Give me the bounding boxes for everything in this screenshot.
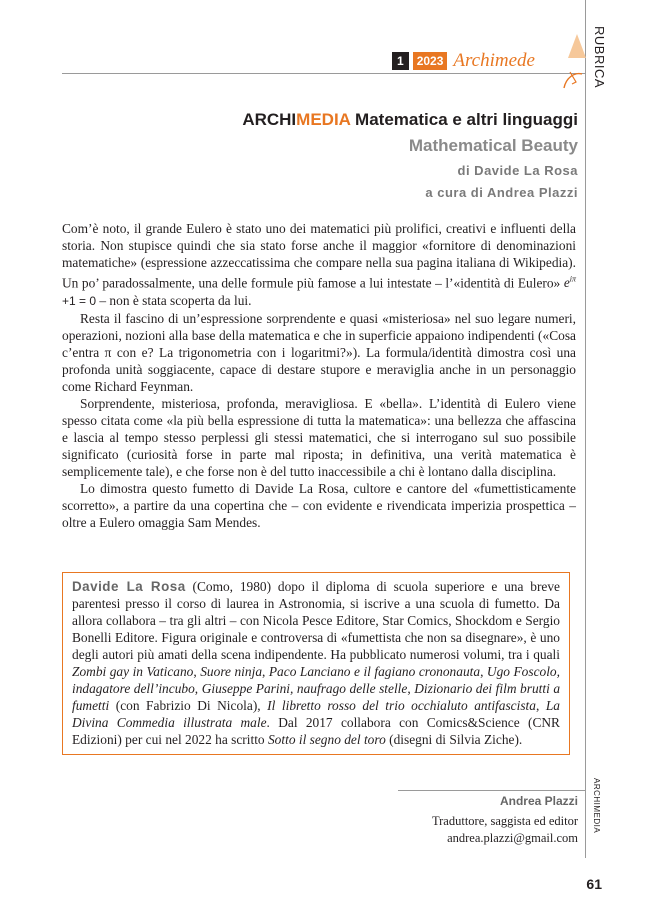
bio-work: Sotto il segno del toro (267, 732, 386, 747)
bio-work: Giuseppe Parini, naufrago delle stelle (201, 681, 408, 696)
author-byline: di Davide La Rosa (457, 163, 578, 178)
magazine-name: Archimede (453, 50, 535, 71)
bio-sep: , (193, 664, 201, 679)
running-header (392, 51, 535, 71)
bio-text: . Dal 2017 collabora con Comics&Science (CNR Edizioni) per cui nel 2022 ha scritto (72, 715, 560, 747)
signature-role: Traduttore, saggista ed editor (431, 814, 578, 828)
signature-rule (398, 790, 585, 791)
bio-work: Dizionario dei film brutti a fumetti (72, 681, 561, 713)
article-title (242, 110, 578, 130)
editor-byline: a cura di Andrea Plazzi (425, 185, 578, 200)
bio-sep: , (407, 681, 415, 696)
bio-sep: , (194, 681, 202, 696)
bio-sep: , (262, 664, 269, 679)
author-bio-box (62, 572, 570, 755)
issue-number-badge: 1 (392, 52, 409, 70)
bio-work: Zombi gay in Vaticano (72, 664, 194, 679)
page-number: 61 (586, 876, 602, 892)
section-label: RUBRICA (592, 26, 607, 89)
bio-sep: , (535, 698, 546, 713)
title-media: MEDIA (296, 110, 351, 129)
bio-author-name: Davide La Rosa (72, 579, 186, 594)
vertical-rule (585, 0, 586, 858)
title-rest: Matematica e altri linguaggi (350, 110, 578, 129)
bio-work: Paco Lanciano e il fagiano crononauta (268, 664, 481, 679)
p1-text-b: – non è stata scoperta da lui. (96, 293, 252, 309)
article-body (62, 220, 576, 531)
bio-text: (disegni di Silvia Ziche). (385, 732, 523, 747)
side-section-label: ARCHIMEDIA (592, 778, 601, 834)
signature-email[interactable]: andrea.plazzi@gmail.com (447, 831, 578, 845)
issue-year-badge: 2023 (413, 52, 448, 70)
title-archi: ARCHI (242, 110, 297, 129)
bio-sep: (con Fabrizio Di Nicola), (109, 698, 268, 713)
bio-work: Il libretto rosso del trio occhialuto antifascista (267, 698, 536, 713)
bio-sep: , (480, 664, 487, 679)
formula-exponent: iπ (569, 275, 576, 284)
formula-rest: +1 = 0 (62, 294, 97, 309)
paragraph-2: Resta il fascino di un’espressione sorprendente e quasi «misteriosa» nel suo legare numeri, operazioni, nozioni alla base della matematica e che in superficie appaiono indipendenti («Cosa c’entra π con e? La trigonometria con i logaritmi?»). La formula/identità dimostra così una profonda unità soggiacente, capace di destare stupore e meraviglia anche in un personaggio come Richard Feynman. (62, 311, 576, 395)
formula-e: e (563, 275, 570, 291)
article-subtitle: Mathematical Beauty (408, 136, 578, 155)
bio-work: Ugo Foscolo, indagatore dell’incubo (72, 664, 560, 696)
paragraph-3: Sorprendente, misteriosa, profonda, meravigliosa. E «bella». L’identità di Eulero viene spesso citata come «la più bella espressione di tutta la matematica»: una bellezza che affascina e lascia al tempo stesso perplessi gli stessi matematici, che si interrogano sul suo possibile significato (curiosità forse in parte mal riposta; in definitiva, una verità matematica è semplicemente tale), e che forse non è del tutto inaccessibile a chi è lontano dalla disciplina. (62, 396, 576, 480)
p1-text-a: Com’è noto, il grande Eulero è stato uno dei matematici più prolifici, creativi e influenti della storia. Non stupisce quindi che sia stato forse anche il maggior «fornitore di denominazioni matematiche» (espressione azzeccatissima che compare nella sua pagina italiana di Wikipedia). Un po’ paradossalmente, una delle formule più famose a lui intestate – l’«identità di Eulero» (62, 221, 576, 291)
header-rule (62, 73, 586, 74)
archimede-logo-icon (560, 28, 594, 90)
bio-work: La Divina Commedia illustrata male (72, 698, 561, 730)
bio-text: (Como, 1980) dopo il diploma di scuola superiore e una breve parentesi presso il corso di laurea in Astronomia, si iscrive a una scuola di fumetto. Da allora collabora – tra gli altri – con Nicola Pesce Editore, Star Comics, Shockdom e Sergio Bonelli Editore. Figura originale e controversa di «fumettista che non sa disegnare», è uno degli autori più amati della scena indipendente. Ha pubblicato numerosi volumi, tra i quali (72, 579, 560, 662)
paragraph-1 (62, 220, 576, 310)
paragraph-4: Lo dimostra questo fumetto di Davide La Rosa, cultore e cantore del «fumettisticamente scorretto», a partire da una copertina che – con evidente e rivendicata imperizia prospettica – oltre a Eulero omaggia Sam Mendes. (62, 481, 576, 531)
bio-work: Suore ninja (200, 664, 263, 679)
signature-name: Andrea Plazzi (499, 794, 578, 808)
